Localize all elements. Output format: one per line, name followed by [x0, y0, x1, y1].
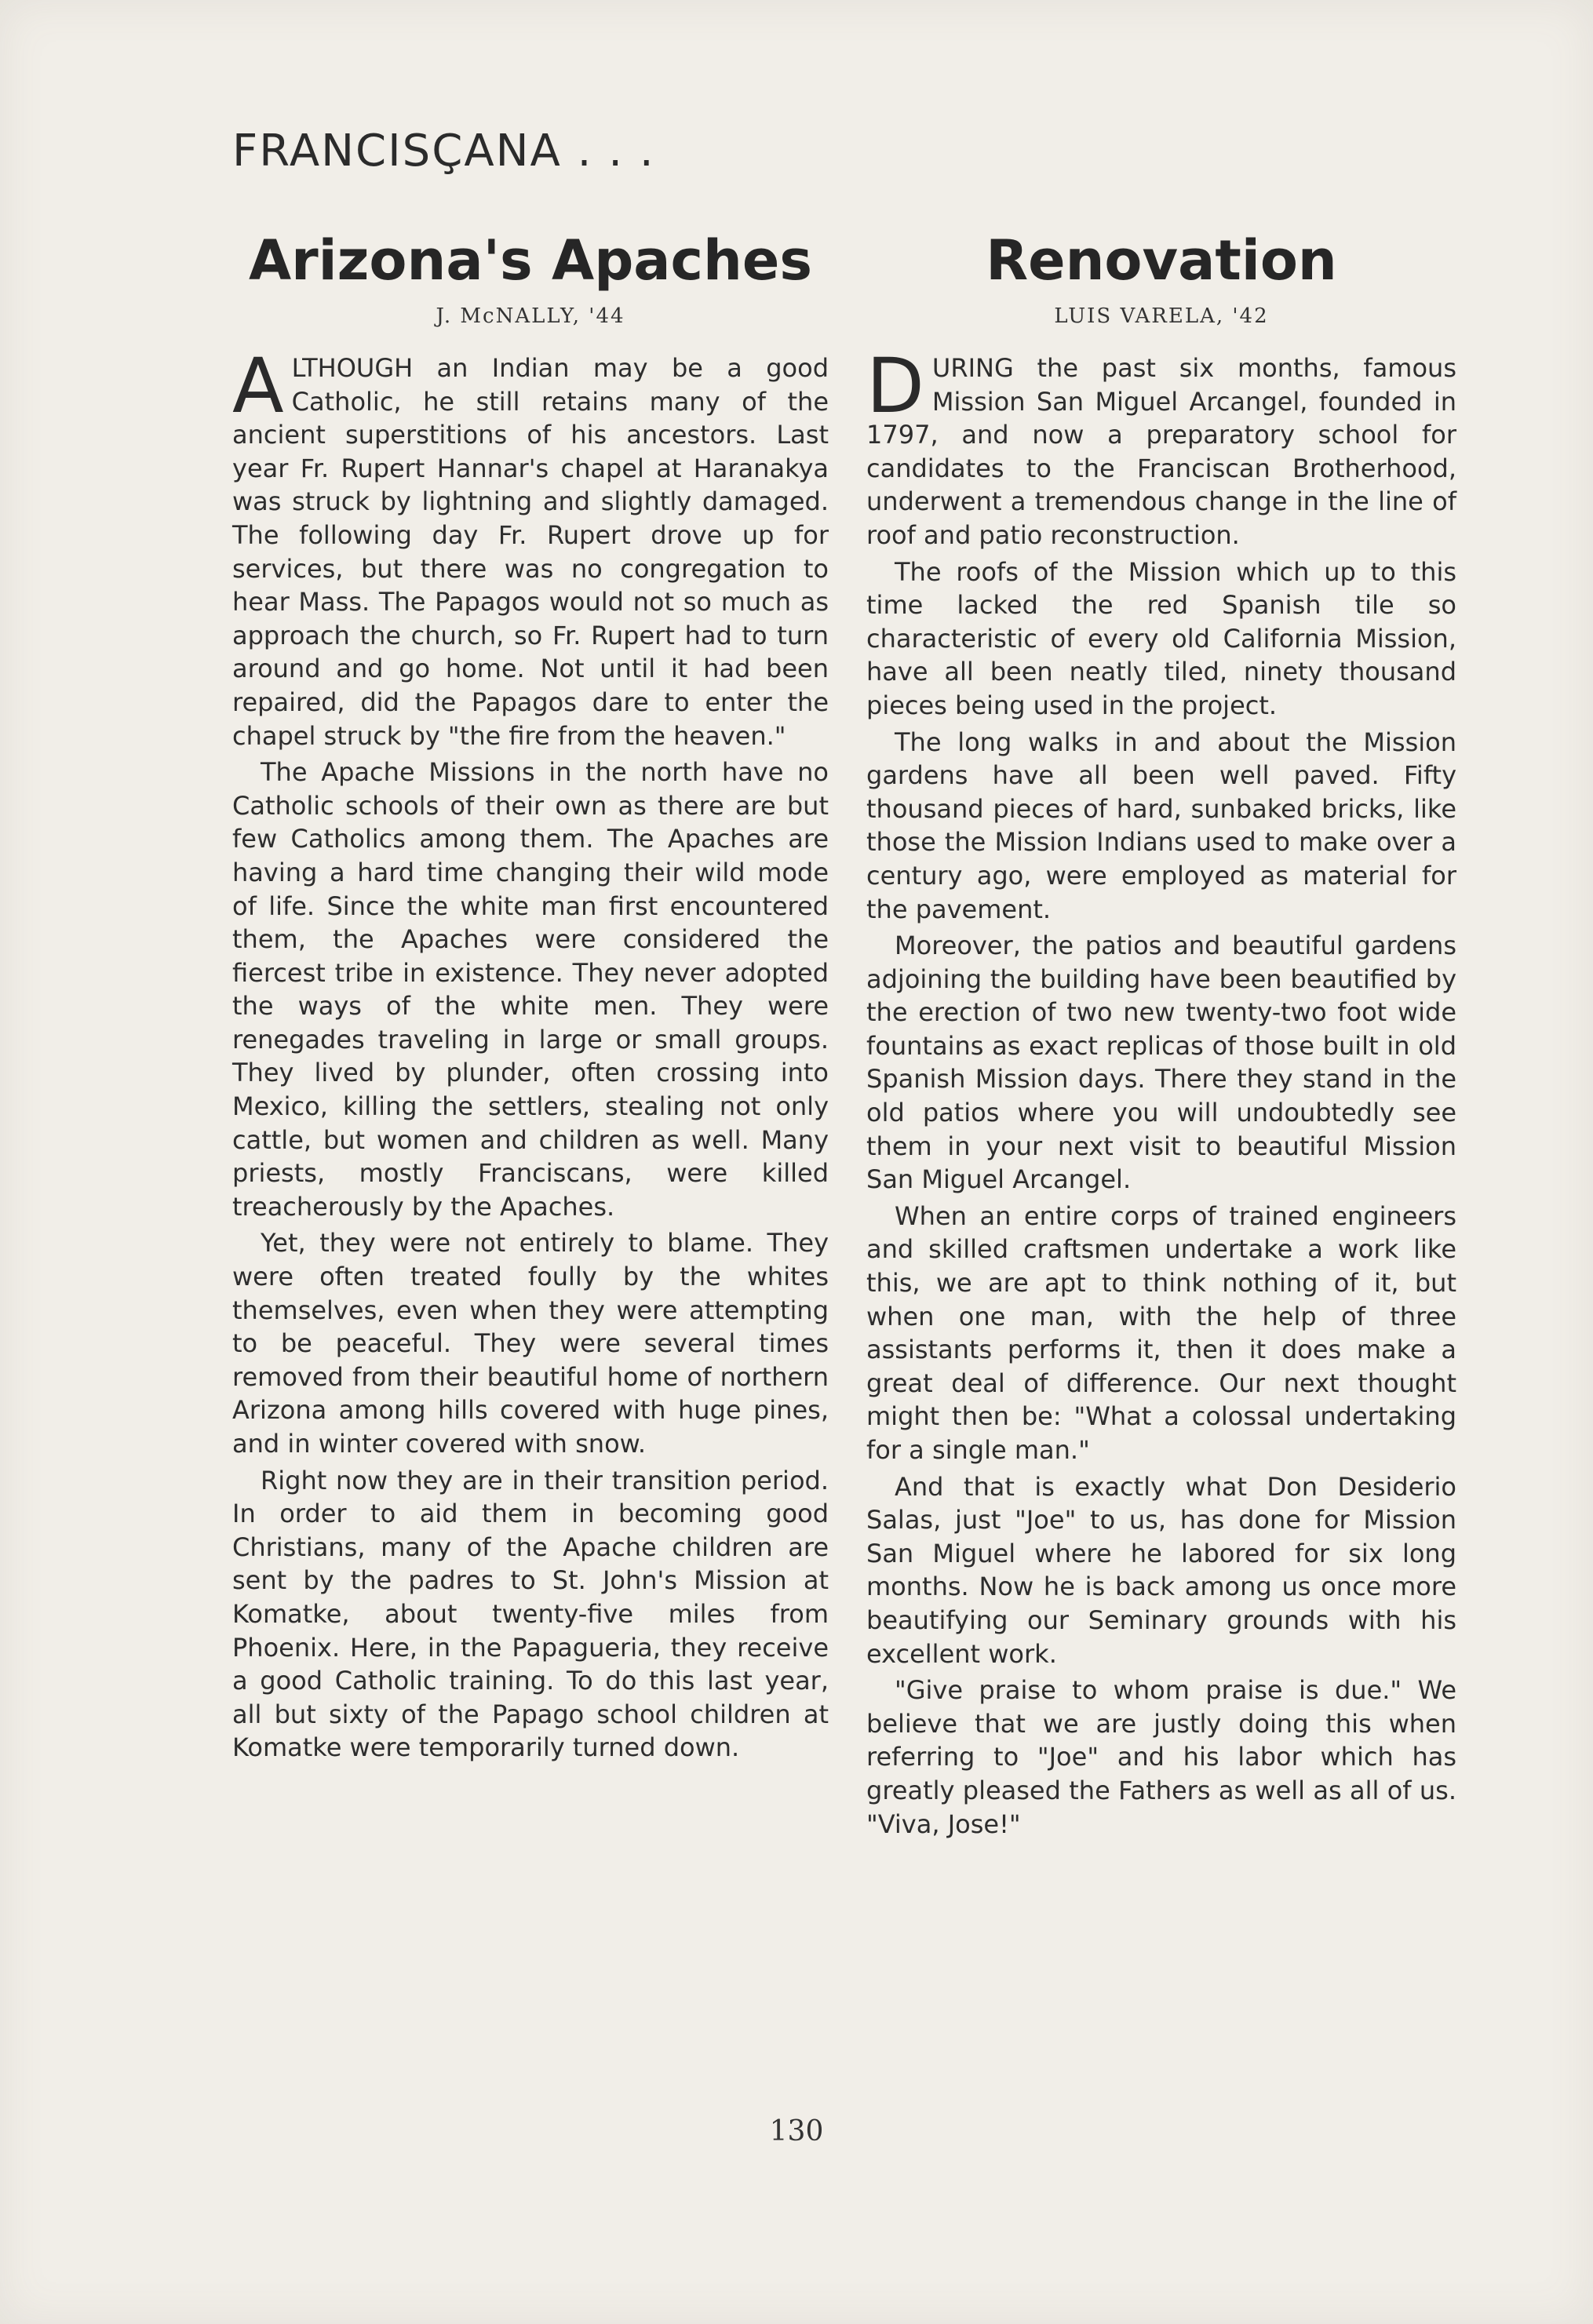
article-byline: J. McNALLY, '44 [436, 304, 625, 328]
article-title: Arizona's Apaches [248, 228, 813, 293]
article-byline: LUIS VARELA, '42 [1054, 304, 1269, 328]
article-body [866, 342, 1456, 1841]
section-header: FRANCISÇANA . . . [232, 126, 655, 177]
left-article [232, 224, 829, 1768]
right-article [866, 224, 1456, 1844]
article-paragraph: The Apache Missions in the north have no Catholic schools of their own as there are but few Catholics among them. The Apaches are having a hard time changing their wild mode of life. Since the white man first encountered them, the Apaches were considered the fiercest tribe in existence. They never adopted the ways of the white men. They were renegades traveling in large or small groups. They lived by plunder, often crossing into Mexico, killing the settlers, stealing not only cattle, but women and children as well. Many priests, mostly Franciscans, were killed treacherously by the Apaches. [232, 757, 829, 1222]
article-paragraph: And that is exactly what Don Desiderio Salas, just "Joe" to us, has done for Mission San Miguel where he labored for six long months. Now he is back among us once more beautifying our Seminary grounds with his excellent work. [866, 1471, 1456, 1669]
drop-cap: D [866, 342, 924, 430]
article-title: Renovation [986, 228, 1337, 293]
article-paragraph: Yet, they were not entirely to blame. They were often treated foully by the whites themselves, even when they were attempting to be peaceful. They were several times removed from their beautiful home of northern Arizona among hills covered with huge pines, and in winter covered with snow. [232, 1228, 829, 1459]
article-paragraph: When an entire corps of trained engineers and skilled craftsmen undertake a work like this, we are apt to think nothing of it, but when one man, with the help of three assistants performs it, then it does make a great deal of difference. Our next thought might then be: "What a colossal undertaking for a single man." [866, 1200, 1456, 1465]
article-paragraph: "Give praise to whom praise is due." We believe that we are justly doing this when referring to "Joe" and his labor which has greatly pleased the Fathers as well as all of us. "Viva, Jose!" [866, 1675, 1456, 1839]
article-body [232, 342, 829, 1765]
article-paragraph: Moreover, the patios and beautiful gardens adjoining the building have been beautified by the erection of two new twenty-two foot wide fountains as exact replicas of those built in old Spanish Mission days. There they stand in the old patios where you will undoubtedly see them in your next visit to beautiful Mission San Miguel Arcangel. [866, 931, 1456, 1195]
paragraph-text: URING the past six months, famous Mission San Miguel Arcangel, founded in 1797, and now a preparatory school for candidates to the Franciscan Brotherhood, underwent a tremendous change in the line of roof and patio reconstruction. [866, 353, 1456, 550]
drop-cap: A [232, 342, 284, 430]
paragraph-text: LTHOUGH an Indian may be a good Catholic, he still retains many of the ancient superstitions of his ancestors. Last year Fr. Rupert Hannar's chapel at Haranakya was struck by lightning and slightly damaged. The following day Fr. Rupert drove up for services, but there was no congregation to hear Mass. The Papagos would not so much as approach the church, so Fr. Rupert had to turn around and go home. Not until it had been repaired, did the Papagos dare to enter the chapel struck by "the fire from the heaven." [232, 353, 829, 751]
article-paragraph [232, 342, 829, 752]
article-paragraph: Right now they are in their transition period. In order to aid them in becoming good Christians, many of the Apache children are sent by the padres to St. John's Mission at Komatke, about twenty-five miles from Phoenix. Here, in the Papagueria, they receive a good Catholic training. To do this last year, all but sixty of the Papago school children at Komatke were temporarily turned down. [232, 1465, 829, 1763]
article-paragraph: The roofs of the Mission which up to this time lacked the red Spanish tile so characteristic of every old California Mission, have all been neatly tiled, ninety thousand pieces being used in the project. [866, 556, 1456, 720]
article-paragraph [866, 342, 1456, 552]
page-number: 130 [769, 2115, 824, 2147]
article-paragraph: The long walks in and about the Mission gardens have all been well paved. Fifty thousand pieces of hard, sunbaked bricks, like those the Mission Indians used to make over a century ago, were employed as material for the pavement. [866, 727, 1456, 924]
